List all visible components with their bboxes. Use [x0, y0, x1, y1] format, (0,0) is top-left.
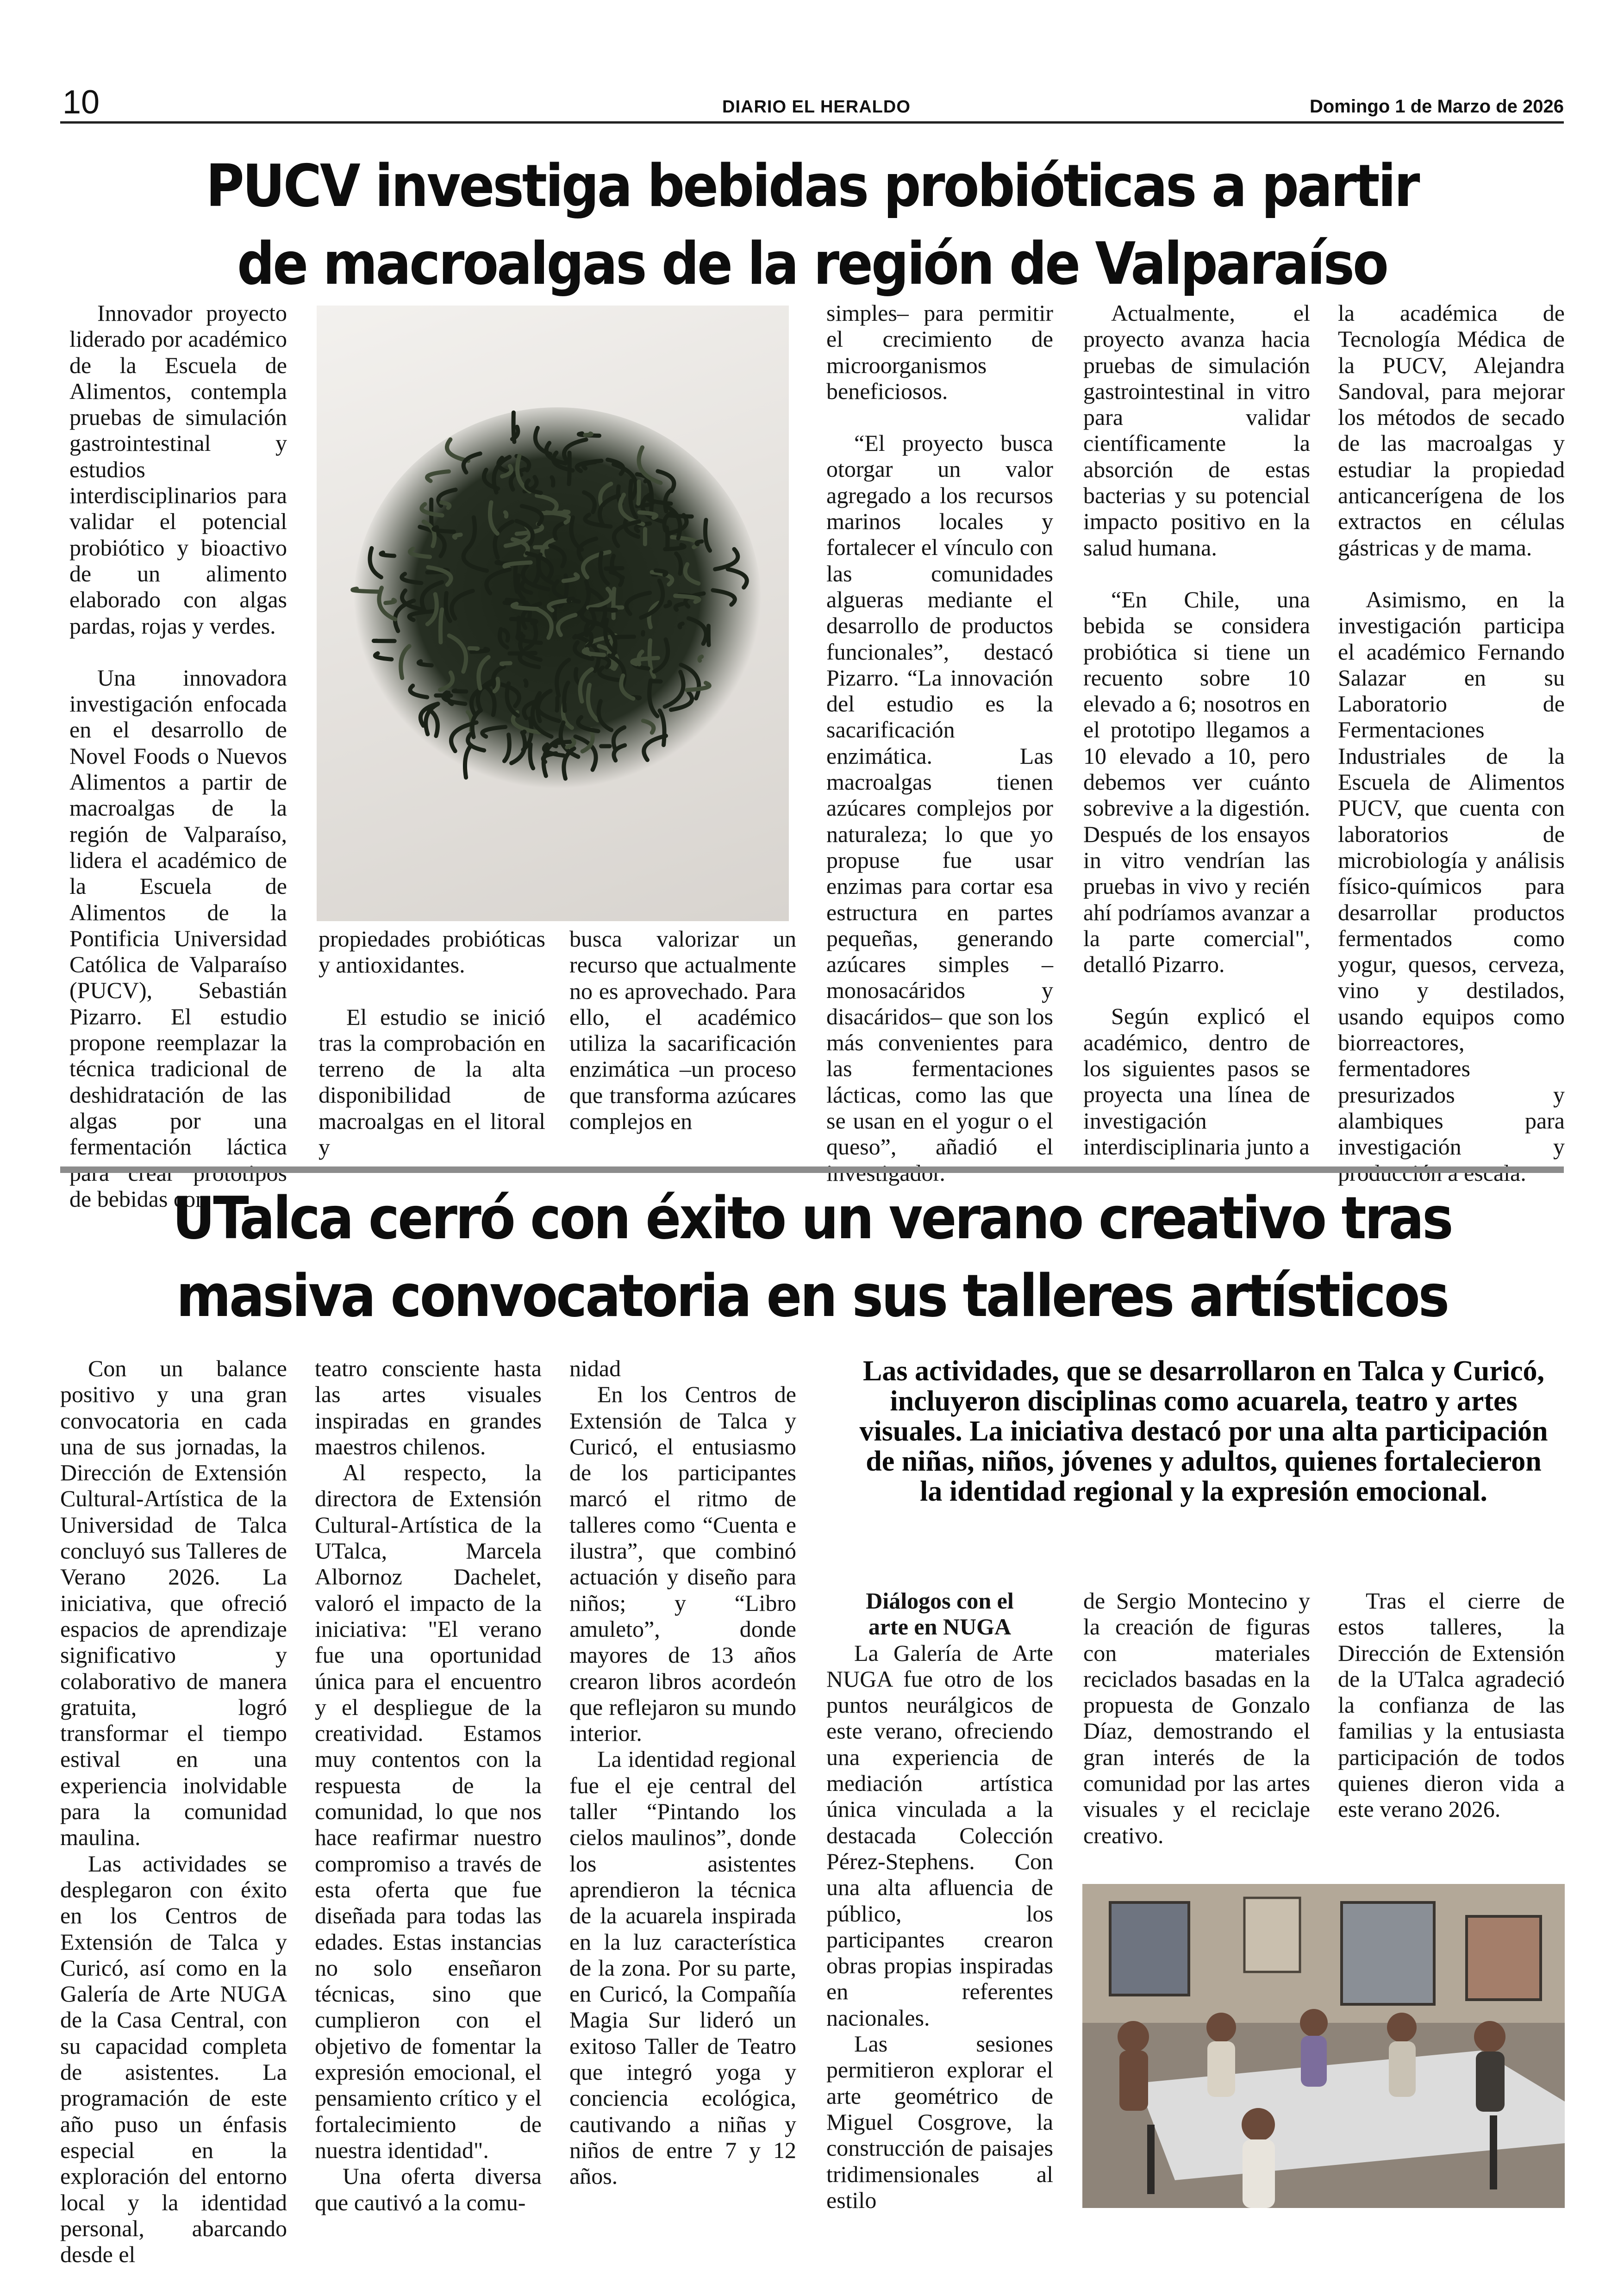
article2-paragraph: Las actividades se desplegaron con éxito en los Centros de Extensión de Talca y Curicó, así como en la Galería de Arte NUGA de la Casa Central, con su capacidad completa de asistentes. La programación de este año puso un énfasis especial en la exploración del entorno local y la identidad personal, abarcando desde el — [60, 1850, 287, 2268]
workshop-photo — [1082, 1884, 1565, 2208]
article2-paragraph: Una oferta diversa que cautivó a la comu- — [315, 2163, 542, 2215]
newspaper-name: DIARIO EL HERALDO — [722, 97, 911, 117]
article1-paragraph: propiedades probióticas y antioxidantes. — [319, 926, 545, 978]
article2-paragraph: La identidad regional fue el eje central del taller “Pintando los cielos maulinos”, donde los asistentes aprendieron la técnica de la acuarela inspirada en la luz característica de la zona. Por su parte, en Curicó, la Compañía Magia Sur lideró un exitoso Taller de Teatro que integró yoga y conciencia ecológica, cautivando a niñas y niños de entre 7 y 12 años. — [569, 1746, 796, 2189]
article1-lead: Innovador proyecto liderado por académico de la Escuela de Alimentos, contempla pruebas de simulación gastrointestinal y estudios interdisciplinarios para validar el potencial probiótico y bioactivo de un alimento elaborado con algas pardas, rojas y verdes. — [69, 300, 287, 639]
seaweed-strand — [469, 648, 478, 649]
issue-date: Domingo 1 de Marzo de 2026 — [1309, 96, 1564, 117]
article2-column-6 — [1338, 1588, 1565, 1822]
seaweed-strand — [513, 412, 514, 442]
workshop-illustration — [1082, 1884, 1565, 2208]
article2-subhead-line2: arte en NUGA — [868, 1614, 1012, 1640]
article2-paragraph: Tras el cierre de estos talleres, la Dirección de Extensión de la UTalca agradeció la confianza de las familias y la entusiasta participación de todos quienes dieron vida a este verano 2026. — [1338, 1588, 1565, 1822]
article1-paragraph: busca valorizar un recurso que actualmente no es aprovechado. Para ello, el académico utiliza la sacarificación enzimática –un proceso que transforma azúcares complejos en — [569, 926, 796, 1135]
seaweed-strand — [585, 434, 591, 435]
article1-paragraph: El estudio se inició tras la comprobación en terreno de la alta disponibilidad de macroalgas en el litoral y — [319, 1004, 545, 1160]
article1-headline-line2: de macroalgas de la región de Valparaíso — [237, 230, 1387, 298]
article1-column-2 — [319, 926, 545, 1160]
seaweed-strand — [700, 657, 702, 661]
article2-paragraph: de Sergio Montecino y la creación de figuras con materiales reciclados basadas en la propuesta de Gonzalo Díaz, demostrando el gran interés de la comunidad por las artes visuales y el reciclaje creativo. — [1083, 1588, 1310, 1848]
seaweed-strand — [616, 636, 634, 637]
article2-headline-line1: UTalca cerró con éxito un verano creativo tras — [172, 1184, 1452, 1252]
seaweed-strand — [667, 528, 668, 547]
article1-paragraph: “El proyecto busca otorgar un valor agregado a los recursos marinos locales y fortalecer el vínculo con las comunidades algueras mediante el desarrollo de productos funcionales”, destacó Pizarro. “La innovación del estudio es la sacarificación enzimática. Las macroalgas tienen azúcares complejos por naturaleza; lo que yo propuse fue usar enzimas para cortar esa estructura en partes pequeñas, generando azúcares simples –monosacáridos y disacáridos– que son los más convenientes para las fermentaciones lácticas, como las que se usan en el yogur o el queso”, añadió el — [826, 430, 1053, 1160]
seaweed-strand — [708, 626, 709, 645]
article2-paragraph: nidad — [569, 1355, 621, 1381]
article2-paragraph: La Galería de Arte NUGA fue otro de los puntos neurálgicos de este verano, ofreciendo una experiencia de mediación artística única vinculada a la destacada Colección Pérez-Stephens. Con una alta afluencia de público, los participantes crearon obras propias inspiradas en referentes nacionales. — [826, 1640, 1053, 2031]
page-number: 10 — [62, 84, 100, 121]
article2-paragraph: Con un balance positivo y una gran convocatoria en cada una de sus jornadas, la Dirección de Extensión Cultural-Artística de la Universidad de Talca concluyó sus Talleres de Verano 2026. La iniciativa, que ofreció espacios de aprendizaje significativo y colaborativo de manera gratuita, logró transformar el tiempo estival en una experiencia inolvidable para la comunidad maulina. — [60, 1355, 287, 1851]
article-divider — [60, 1166, 1564, 1173]
article1-paragraph: Asimismo, en la investigación participa el académico Fernando Salazar en su Laboratorio de Fermentaciones Industriales de la Escuela de Alimentos PUCV, que cuenta con laboratorios de microbiología y análisis físico-químicos para desarrollar productos fermentados como yogur, quesos, cerveza, vino y destilados, usando equipos como biorreactores, fermentadores presurizados y alambiques para investigación y — [1338, 586, 1565, 1160]
article1-paragraph: la académica de Tecnología Médica de la PUCV, Alejandra Sandoval, para mejorar los métodos de secado de las macroalgas y estudiar la propiedad anticancerígena de los extractos en células gástricas y de mama. — [1338, 300, 1565, 561]
seaweed-strand — [543, 511, 568, 513]
seaweed-strand — [613, 589, 614, 618]
article2-column-3 — [569, 1355, 796, 2189]
seaweed-strand — [440, 610, 442, 642]
seaweed-strand — [522, 732, 525, 733]
article1-paragraph: Según explicó el académico, dentro de los siguientes pasos se proyecta una línea de investigación interdisciplinaria junto a — [1083, 1003, 1310, 1160]
seaweed-strand — [525, 680, 527, 686]
seaweed-illustration — [317, 306, 789, 921]
article1-column-3 — [569, 926, 796, 1134]
article1-column-6 — [1338, 300, 1565, 1186]
article1-column-5 — [1083, 300, 1310, 1160]
article1-paragraph: simples– para permitir el crecimiento de microorganismos beneficiosos. — [826, 300, 1053, 404]
article1-column-4 — [826, 300, 1053, 1186]
article2-headline — [60, 1179, 1564, 1335]
seaweed-strand — [552, 477, 553, 486]
article2-pull-quote: Las actividades, que se desarrollaron en Talca y Curicó, incluyeron disciplinas como acuarela, teatro y artes visuales. La iniciativa destacó por una alta participación de niñas, niños, jóvenes y adultos, quienes fortalecieron la identidad regional y la expresión emocional. — [859, 1355, 1548, 1507]
article2-paragraph: Las sesiones permitieron explorar el arte geométrico de Miguel Cosgrove, la construcción de paisajes tridimensionales al estilo — [826, 2031, 1053, 2213]
seaweed-strand — [505, 512, 506, 517]
article1-paragraph: Actualmente, el proyecto avanza hacia pruebas de simulación gastrointestinal in vitro para validar científicamente la absorción de estas bacterias y su potencial impacto positivo en la salud humana. — [1083, 300, 1310, 561]
article2-subhead — [826, 1588, 1053, 1640]
seaweed-strand — [590, 609, 616, 611]
article1-paragraph: “En Chile, una bebida se considera probiótica si tiene un recuento sobre 10 elevado a 6; nosotros en el prototipo llegamos a 10 elevado a 10, pero debemos ver cuánto sobrevive a la digestión. Después de los ensayos in vitro vendrían las pruebas in vivo y recién ahí podríamos avanzar a la parte comercial", detalló Pizarro. — [1083, 586, 1310, 978]
header-rule — [60, 121, 1564, 124]
article2-column-2 — [315, 1355, 542, 2215]
article1-headline — [60, 147, 1564, 303]
article2-paragraph: Al respecto, la directora de Extensión Cultural-Artística de la UTalca, Marcela Albornoz Dachelet, valoró el impacto de la iniciativa: "El verano fue una oportunidad única para el encuentro y el despliegue de la creatividad. Estamos muy contentos con la respuesta de la comunidad, lo que nos hace reafirmar nuestro compromiso a través de esta oferta que fue diseñada para todas las edades. Estas instancias no solo enseñaron técnicas, sino que cumplieron con el objetivo de fomentar la expresión emocional, el pensamiento crítico y el fortalecimiento de nuestra identidad". — [315, 1459, 542, 2163]
article2-column-1 — [60, 1355, 287, 2267]
article2-column-5 — [1083, 1588, 1310, 1848]
article2-headline-line2: masiva convocatoria en sus talleres artísticos — [176, 1262, 1448, 1330]
article1-column-1 — [69, 300, 287, 1212]
article2-paragraph: En los Centros de Extensión de Talca y Curicó, el entusiasmo de los participantes marcó el ritmo de talleres como “Cuenta e ilustra”, que combinó actuación y diseño para niños; y “Libro amuleto”, donde mayores de 13 años crearon libros acordeón que reflejaron su mundo interior. — [569, 1381, 796, 1746]
seaweed-strand — [515, 567, 517, 592]
article2-subhead-line1: Diálogos con el — [866, 1588, 1014, 1614]
article1-headline-line1: PUCV investiga bebidas probióticas a partir — [206, 152, 1418, 220]
seaweed-strand — [638, 481, 639, 504]
seaweed-strand — [501, 663, 510, 664]
article2-paragraph: teatro consciente hasta las artes visuales inspiradas en grandes maestros chilenos. — [315, 1355, 542, 1459]
seaweed-strand — [454, 691, 466, 692]
article2-column-4 — [826, 1588, 1053, 2213]
seaweed-photo — [317, 306, 789, 921]
article1-paragraph: Una innovadora investigación enfocada en el desarrollo de Novel Foods o Nuevos Alimentos a partir de macroalgas de la región de Valparaíso, lidera el académico de la Escuela de Alimentos de la Pontificia Universidad Católica de Valparaíso (PUCV), Sebastián Pizarro. El estudio propone reemplazar la técnica tradicional de deshidratación de las algas por una fermentación láctica de bebidas con — [69, 664, 287, 1212]
